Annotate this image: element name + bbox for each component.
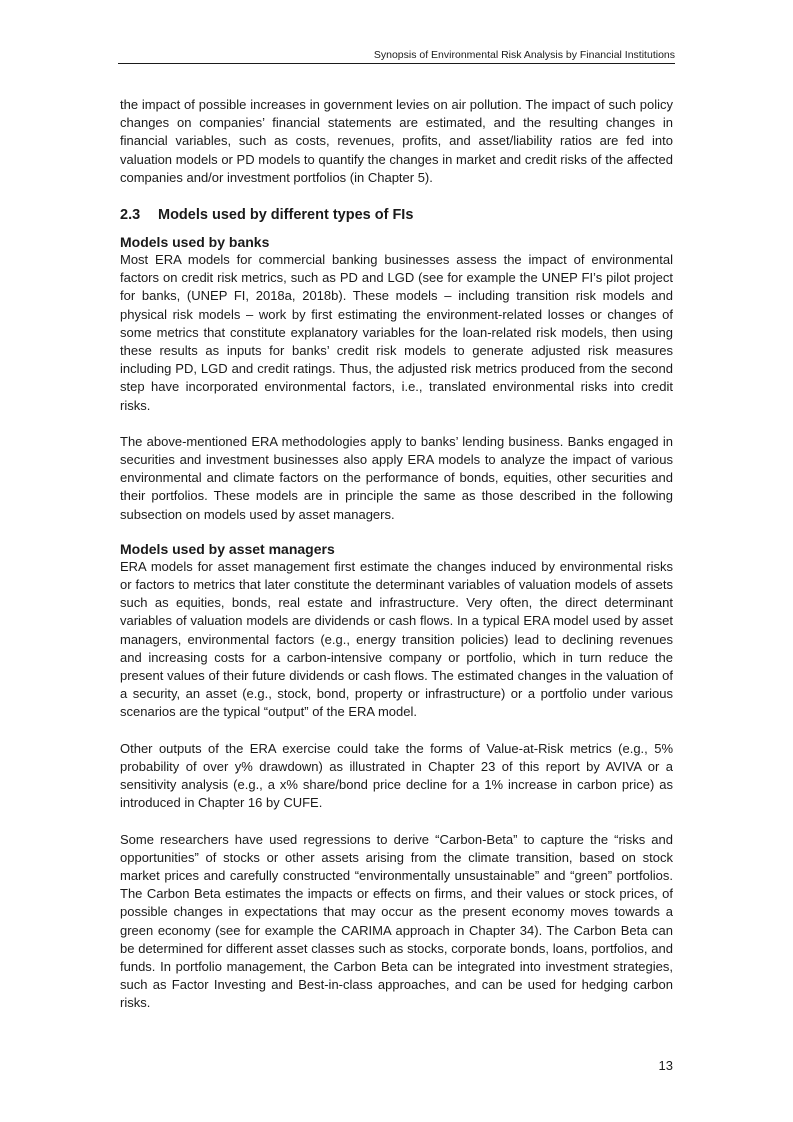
- page-body: [120, 96, 673, 1013]
- section-title: Models used by different types of FIs: [158, 207, 414, 224]
- asset-managers-paragraph-2: Other outputs of the ERA exercise could take the forms of Value-at-Risk metrics (e.g., 5% probability of over y% drawdown) as illustrated in Chapter 23 of this report by AVIVA or a sensitivity analysis (e.g., a x% share/bond price decline for a 1% increase in carbon price) as introduced in Chapter 16 by CUFE.: [120, 740, 673, 811]
- running-header: Synopsis of Environmental Risk Analysis by Financial Institutions: [373, 49, 675, 61]
- banks-paragraph-2: The above-mentioned ERA methodologies apply to banks’ lending business. Banks engaged in securities and investment businesses also apply ERA models to analyze the impact of various environmental and climate factors on the performance of bonds, equities, other securities and their portfolios. These models are in principle the same as those described in the following subsection on models used by asset managers.: [120, 433, 673, 522]
- section-number: 2.3: [120, 207, 141, 224]
- intro-paragraph: the impact of possible increases in government levies on air pollution. The impact of such policy changes on companies’ financial statements are estimated, and the resulting changes in financial variables, such as costs, revenues, profits, and asset/liability ratios are fed into valuation models or PD models to quantify the changes in market and credit risks of the affected companies and/or investment portfolios (in Chapter 5).: [120, 97, 673, 185]
- page-number: 13: [658, 1058, 673, 1073]
- asset-managers-paragraph-1: ERA models for asset management first estimate the changes induced by environmental risks or factors to metrics that later constitute the determinant variables of valuation models of assets such as equities, bonds, real estate and infrastructure. Very often, the direct determinant variables of valuation models are dividends or cash flows. In a typical ERA model used by asset managers, environmental factors (e.g., energy transition policies) lead to declining revenues and increasing costs for a carbon-intensive company or portfolio, which in turn reduce the present values of their future dividends or cash flows. The estimated changes in the valuation of a security, an asset (e.g., stock, bond, property or infrastructure) or a portfolio under various scenarios are the typical “output” of the ERA model.: [120, 558, 673, 720]
- section-heading: [120, 205, 673, 225]
- asset-managers-paragraph-3: Some researchers have used regressions to derive “Carbon-Beta” to capture the “risks and opportunities” of stocks or other assets arising from the climate transition, based on stock market prices and carefully constructed “environmentally unsustainable” and “green” portfolios. The Carbon Beta estimates the impacts or effects on firms, and their values or stock prices, of possible changes in expectations that may occur as the present economy moves towards a green economy (see for example the CARIMA approach in Chapter 34). The Carbon Beta can be determined for different asset classes such as stocks, corporate bonds, loans, portfolios, and funds. In portfolio management, the Carbon Beta can be integrated into investment strategies, such as Factor Investing and Best-in-class approaches, and can be used for hedging carbon risks.: [120, 831, 673, 1011]
- banks-paragraph-1: Most ERA models for commercial banking businesses assess the impact of environmental factors on credit risk metrics, such as PD and LGD (see for example the UNEP FI’s pilot project for banks, (UNEP FI, 2018a, 2018b). These models – including transition risk models and physical risk models – work by first estimating the environment-related losses or changes of some metrics that constitute explanatory variables for the loan-related risk models, then using these results as inputs for banks’ credit risk models to generate adjusted risk measures including PD, LGD and credit ratings. Thus, the adjusted risk metrics produced from the second step have incorporated environmental factors, i.e., translated environmental risks into credit risks.: [120, 252, 673, 413]
- banks-heading: Models used by banks: [120, 234, 270, 251]
- header-rule: [118, 63, 675, 64]
- asset-managers-heading: Models used by asset managers: [120, 540, 335, 557]
